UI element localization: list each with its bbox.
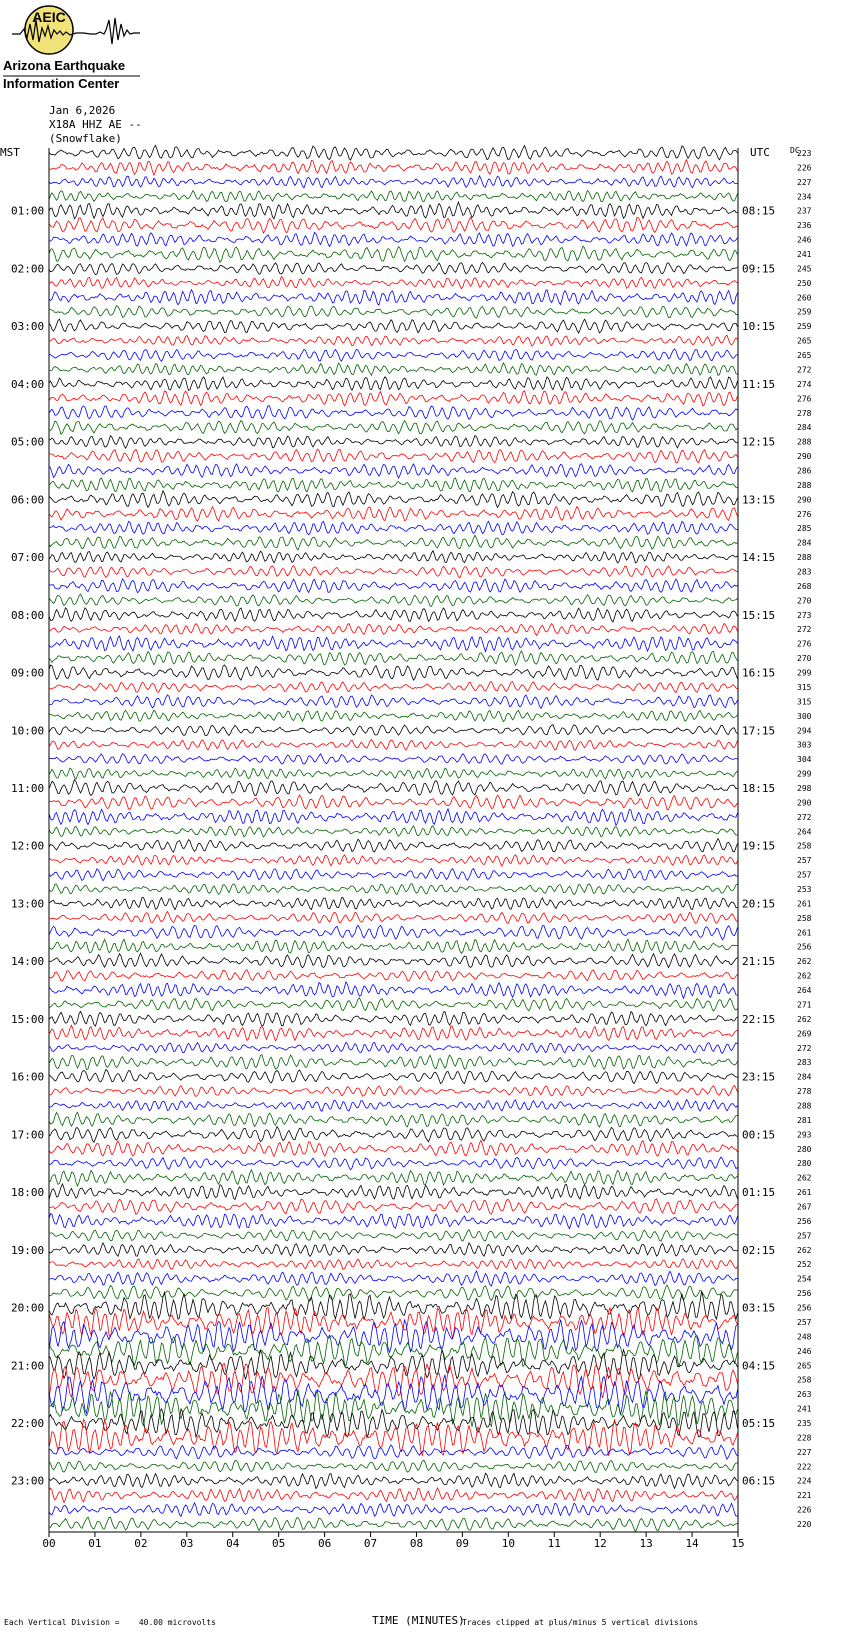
dc-offset-label: 265 — [797, 336, 812, 346]
dc-offset-label: 280 — [797, 1144, 812, 1154]
dc-offset-label: 278 — [797, 1087, 812, 1097]
left-hour-label: 15:00 — [11, 1012, 45, 1026]
trace-line — [49, 1069, 738, 1083]
trace-line — [49, 263, 738, 275]
dc-offset-label: 258 — [797, 841, 812, 851]
trace-line — [49, 478, 738, 492]
trace-line — [49, 391, 738, 406]
trace-line — [49, 449, 738, 463]
dc-offset-label: 241 — [797, 250, 812, 260]
trace-line — [49, 217, 738, 233]
dc-offset-label: 299 — [797, 668, 812, 678]
right-hour-label: 11:15 — [742, 377, 776, 391]
trace-line — [49, 1460, 738, 1472]
trace-line — [49, 884, 738, 895]
dc-header-label: DC — [790, 146, 800, 155]
dc-offset-label: 262 — [797, 957, 812, 967]
left-hour-label: 22:00 — [11, 1416, 45, 1430]
trace-line — [49, 491, 738, 508]
right-hour-label: 01:15 — [742, 1186, 776, 1200]
x-tick-label: 02 — [134, 1537, 148, 1550]
dc-offset-label: 227 — [797, 1447, 812, 1457]
dc-offset-label: 286 — [797, 466, 812, 476]
dc-offset-label: 220 — [797, 1520, 812, 1529]
x-tick-label: 11 — [547, 1537, 561, 1550]
dc-offset-label: 237 — [797, 206, 812, 216]
left-hour-label: 18:00 — [11, 1186, 45, 1200]
trace-line — [49, 1213, 738, 1228]
dc-offset-label: 288 — [797, 1101, 812, 1111]
right-hour-label: 17:15 — [742, 724, 776, 738]
right-hour-label: 19:15 — [742, 839, 776, 853]
trace-line — [49, 1157, 738, 1170]
dc-offset-label: 284 — [797, 423, 812, 433]
left-hour-label: 05:00 — [11, 435, 45, 449]
left-hour-label: 09:00 — [11, 666, 45, 680]
trace-line — [49, 1042, 738, 1053]
trace-line — [49, 826, 738, 837]
left-hour-label: 17:00 — [11, 1128, 45, 1142]
dc-offset-label: 265 — [797, 1361, 812, 1371]
trace-line — [49, 191, 738, 202]
right-hour-label: 05:15 — [742, 1416, 776, 1430]
trace-line — [49, 939, 738, 953]
station-site: (Snowflake) — [49, 132, 122, 145]
right-hour-label: 16:15 — [742, 666, 776, 680]
dc-offset-label: 270 — [797, 654, 812, 664]
left-hour-label: 03:00 — [11, 320, 45, 334]
logo-line2: Information Center — [3, 76, 120, 91]
right-hour-label: 09:15 — [742, 262, 776, 276]
x-tick-label: 12 — [593, 1537, 607, 1550]
x-tick-label: 10 — [501, 1537, 515, 1550]
dc-offset-label: 290 — [797, 452, 812, 462]
dc-offset-label: 272 — [797, 365, 812, 375]
left-hour-label: 12:00 — [11, 839, 45, 853]
dc-offset-label: 285 — [797, 524, 812, 534]
x-tick-label: 09 — [455, 1537, 470, 1550]
dc-offset-label: 269 — [797, 1029, 812, 1039]
dc-offset-label: 257 — [797, 1231, 812, 1241]
trace-line — [49, 507, 738, 522]
dc-offset-label: 268 — [797, 581, 812, 591]
trace-line — [49, 1488, 738, 1503]
dc-offset-label: 252 — [797, 1260, 812, 1270]
trace-line — [49, 1112, 738, 1127]
dc-offset-label: 259 — [797, 322, 812, 332]
x-tick-label: 14 — [685, 1537, 699, 1550]
x-tick-label: 13 — [639, 1537, 653, 1550]
x-axis-title: TIME (MINUTES) — [372, 1614, 465, 1627]
left-hour-label: 16:00 — [11, 1070, 45, 1084]
dc-offset-label: 241 — [797, 1404, 812, 1414]
right-hour-label: 23:15 — [742, 1070, 776, 1084]
trace-line — [49, 246, 738, 262]
dc-offset-label: 278 — [797, 408, 812, 418]
trace-line — [49, 1011, 738, 1026]
seismic-traces — [49, 145, 738, 1531]
trace-line — [49, 377, 738, 391]
x-tick-label: 00 — [42, 1537, 56, 1550]
trace-line — [49, 725, 738, 736]
dc-offset-label: 276 — [797, 394, 812, 404]
trace-line — [49, 780, 738, 796]
dc-offset-label: 224 — [797, 1476, 812, 1486]
trace-line — [49, 1199, 738, 1214]
left-hour-label: 02:00 — [11, 262, 45, 276]
dc-offset-label: 257 — [797, 856, 812, 866]
dc-offset-label: 257 — [797, 1317, 812, 1327]
dc-offset-label: 262 — [797, 1173, 812, 1183]
trace-line — [49, 566, 738, 578]
trace-line — [49, 1184, 738, 1200]
trace-line — [49, 1285, 738, 1301]
trace-line — [49, 998, 738, 1011]
left-hour-label: 11:00 — [11, 781, 45, 795]
trace-line — [49, 953, 738, 968]
right-hour-label: 10:15 — [742, 320, 776, 334]
dc-offset-label: 261 — [797, 899, 812, 909]
trace-line — [49, 869, 738, 881]
dc-offset-label: 290 — [797, 495, 812, 505]
right-hour-label: 12:15 — [742, 435, 776, 449]
left-hour-label: 04:00 — [11, 377, 45, 391]
trace-line — [49, 651, 738, 665]
trace-line — [49, 232, 738, 246]
left-hour-label: 20:00 — [11, 1301, 45, 1315]
trace-line — [49, 160, 738, 175]
dc-offset-label: 259 — [797, 307, 812, 317]
trace-line — [49, 579, 738, 593]
dc-offset-label: 300 — [797, 711, 812, 721]
trace-line — [49, 740, 738, 751]
dc-offset-label: 264 — [797, 827, 812, 837]
dc-offset-label: 280 — [797, 1159, 812, 1169]
dc-offset-label: 283 — [797, 1058, 812, 1068]
dc-offset-label: 254 — [797, 1274, 812, 1284]
trace-line — [49, 202, 738, 219]
right-hour-label: 20:15 — [742, 897, 776, 911]
dc-offset-label: 258 — [797, 1375, 812, 1385]
dc-offset-label: 274 — [797, 379, 812, 389]
right-hour-label: 06:15 — [742, 1474, 776, 1488]
dc-offset-label: 234 — [797, 192, 812, 202]
right-hour-label: 02:15 — [742, 1243, 776, 1257]
trace-line — [49, 970, 738, 981]
trace-line — [49, 681, 738, 692]
dc-offset-label: 290 — [797, 798, 812, 808]
dc-offset-label: 222 — [797, 1462, 812, 1472]
dc-offset-label: 227 — [797, 177, 812, 187]
trace-line — [49, 710, 738, 721]
left-hour-label: 21:00 — [11, 1359, 45, 1373]
dc-offset-label: 303 — [797, 740, 812, 750]
trace-line — [49, 1230, 738, 1242]
left-hour-label: 23:00 — [11, 1474, 45, 1488]
trace-line — [49, 1100, 738, 1112]
trace-line — [49, 319, 738, 333]
left-hour-labels — [11, 205, 44, 1488]
dc-offset-label: 260 — [797, 293, 812, 303]
trace-line — [49, 912, 738, 924]
trace-line — [49, 665, 738, 680]
trace-line — [49, 754, 738, 765]
dc-offset-label: 288 — [797, 437, 812, 447]
dc-offset-label: 284 — [797, 538, 812, 548]
dc-offset-label: 257 — [797, 870, 812, 880]
dc-offset-label: 261 — [797, 928, 812, 938]
dc-offset-label: 272 — [797, 812, 812, 822]
trace-line — [49, 1055, 738, 1070]
trace-line — [49, 898, 738, 910]
clip-note: Traces clipped at plus/minus 5 vertical divisions — [462, 1618, 699, 1627]
dc-offset-label: 236 — [797, 221, 812, 231]
trace-line — [49, 839, 738, 853]
right-hour-label: 13:15 — [742, 493, 776, 507]
trace-line — [49, 176, 738, 188]
dc-offset-label: 288 — [797, 553, 812, 563]
trace-line — [49, 925, 738, 939]
dc-offset-label: 315 — [797, 697, 812, 707]
dc-offset-label: 262 — [797, 971, 812, 981]
trace-line — [49, 795, 738, 810]
right-hour-label: 21:15 — [742, 955, 776, 969]
left-hour-label: 10:00 — [11, 724, 45, 738]
trace-line — [49, 636, 738, 652]
dc-offset-label: 256 — [797, 1289, 812, 1299]
right-hour-label: 04:15 — [742, 1359, 776, 1373]
trace-line — [49, 1445, 738, 1459]
right-hour-label: 15:15 — [742, 608, 776, 622]
dc-offset-label: 246 — [797, 1346, 812, 1356]
trace-line — [49, 1517, 738, 1531]
dc-offset-label: 273 — [797, 610, 812, 620]
station-channel: X18A HHZ AE -- — [49, 118, 142, 131]
x-tick-label: 04 — [226, 1537, 240, 1550]
x-tick-label: 01 — [88, 1537, 102, 1550]
dc-offset-label: 276 — [797, 639, 812, 649]
dc-offset-label: 276 — [797, 509, 812, 519]
dc-offset-label: 271 — [797, 1000, 812, 1010]
left-hour-label: 13:00 — [11, 897, 45, 911]
dc-offset-label: 267 — [797, 1202, 812, 1212]
trace-line — [49, 768, 738, 779]
trace-line — [49, 1127, 738, 1143]
dc-offset-label: 256 — [797, 1303, 812, 1313]
dc-offset-label: 226 — [797, 163, 812, 173]
trace-line — [49, 436, 738, 449]
left-hour-label: 19:00 — [11, 1243, 45, 1257]
dc-offset-label: 299 — [797, 769, 812, 779]
trace-line — [49, 349, 738, 361]
dc-offset-label: 270 — [797, 596, 812, 606]
dc-offset-label: 281 — [797, 1115, 812, 1125]
right-timezone-label: UTC — [750, 146, 770, 159]
right-hour-label: 18:15 — [742, 781, 776, 795]
trace-line — [49, 535, 738, 550]
trace-line — [49, 1335, 738, 1366]
x-tick-label: 08 — [409, 1537, 424, 1550]
trace-line — [49, 335, 738, 346]
x-tick-label: 15 — [731, 1537, 745, 1550]
dc-offset-label: 221 — [797, 1491, 812, 1501]
trace-line — [49, 145, 738, 160]
dc-offset-label: 304 — [797, 755, 812, 765]
dc-offset-label: 298 — [797, 783, 812, 793]
trace-line — [49, 1025, 738, 1041]
dc-offset-label: 263 — [797, 1390, 812, 1400]
x-tick-label: 07 — [363, 1537, 378, 1550]
dc-offset-label: 253 — [797, 885, 812, 895]
right-hour-label: 08:15 — [742, 204, 776, 218]
trace-line — [49, 1503, 738, 1517]
logo-badge-text: AEIC — [32, 9, 66, 25]
right-hour-labels — [742, 205, 775, 1488]
dc-offset-label: 264 — [797, 986, 812, 996]
dc-offset-label: 226 — [797, 1505, 812, 1515]
trace-line — [49, 1259, 738, 1270]
trace-line — [49, 624, 738, 636]
trace-line — [49, 1271, 738, 1286]
trace-line — [49, 855, 738, 866]
x-axis-ticks — [42, 1532, 744, 1550]
trace-line — [49, 406, 738, 420]
left-hour-label: 06:00 — [11, 493, 45, 507]
dc-offset-label: 235 — [797, 1418, 812, 1428]
trace-line — [49, 982, 738, 999]
left-hour-label: 14:00 — [11, 955, 45, 969]
trace-line — [49, 551, 738, 563]
left-hour-label: 08:00 — [11, 608, 45, 622]
trace-line — [49, 809, 738, 826]
dc-offset-label: 223 — [797, 149, 812, 158]
right-hour-label: 03:15 — [742, 1301, 776, 1315]
plot-date: Jan 6,2026 — [49, 104, 116, 117]
left-hour-label: 07:00 — [11, 551, 45, 565]
trace-line — [49, 306, 738, 319]
trace-line — [49, 290, 738, 306]
dc-offset-label: 262 — [797, 1245, 812, 1255]
dc-offset-label: 248 — [797, 1332, 812, 1342]
dc-offset-label: 228 — [797, 1433, 812, 1443]
trace-line — [49, 1243, 738, 1257]
dc-offset-label: 265 — [797, 351, 812, 361]
left-timezone-label: MST — [0, 146, 20, 159]
dc-offset-label: 262 — [797, 1014, 812, 1024]
dc-offset-label: 315 — [797, 682, 812, 692]
right-hour-label: 00:15 — [742, 1128, 776, 1142]
x-tick-label: 06 — [317, 1537, 332, 1550]
trace-line — [49, 608, 738, 622]
dc-offset-label: 293 — [797, 1130, 812, 1140]
x-tick-label: 03 — [180, 1537, 194, 1550]
trace-line — [49, 464, 738, 478]
trace-line — [49, 277, 738, 289]
trace-line — [49, 1085, 738, 1096]
right-hour-label: 14:15 — [742, 551, 776, 565]
dc-offset-label: 256 — [797, 942, 812, 952]
left-hour-label: 01:00 — [11, 204, 45, 218]
trace-line — [49, 521, 738, 534]
dc-offset-labels — [797, 149, 812, 1529]
trace-line — [49, 1320, 738, 1353]
dc-offset-label: 294 — [797, 726, 812, 736]
dc-offset-label: 250 — [797, 278, 812, 288]
dc-offset-label: 256 — [797, 1216, 812, 1226]
dc-offset-label: 245 — [797, 264, 812, 274]
dc-offset-label: 246 — [797, 235, 812, 245]
trace-line — [49, 1140, 738, 1156]
dc-offset-label: 258 — [797, 913, 812, 923]
dc-offset-label: 288 — [797, 480, 812, 490]
x-tick-label: 05 — [272, 1537, 286, 1550]
dc-offset-label: 272 — [797, 625, 812, 635]
trace-line — [49, 1170, 738, 1186]
trace-line — [49, 363, 738, 375]
right-hour-label: 22:15 — [742, 1012, 776, 1026]
logo-line1: Arizona Earthquake — [3, 58, 126, 73]
dc-offset-label: 283 — [797, 567, 812, 577]
dc-offset-label: 261 — [797, 1188, 812, 1198]
dc-offset-label: 284 — [797, 1072, 812, 1082]
scale-note: Each Vertical Division = 40.00 microvolts — [4, 1618, 216, 1627]
dc-offset-label: 272 — [797, 1043, 812, 1053]
trace-line — [49, 421, 738, 435]
trace-line — [49, 1473, 738, 1488]
trace-line — [49, 695, 738, 709]
trace-line — [49, 594, 738, 606]
